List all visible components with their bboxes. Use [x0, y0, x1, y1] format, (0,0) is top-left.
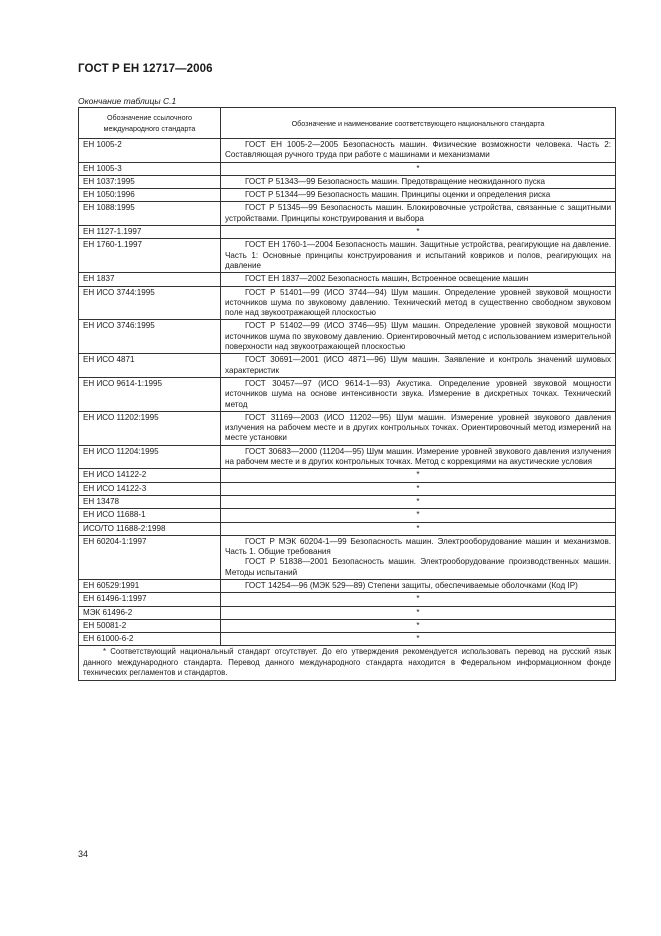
table-row	[79, 226, 616, 239]
standards-table	[78, 107, 616, 681]
ref-standard-cell: ЕН ИСО 9614-1:1995	[79, 377, 221, 411]
ref-standard-cell: ЕН ИСО 11202:1995	[79, 411, 221, 445]
national-standard-text: ГОСТ 14254—96 (МЭК 529—89) Степени защиты, обеспечиваемые оболочками (Код IP)	[245, 580, 578, 590]
table-row	[79, 495, 616, 508]
national-standard-cell	[221, 189, 616, 202]
ref-standard-cell: ЕН 50081-2	[79, 619, 221, 632]
national-standard-cell	[221, 226, 616, 239]
table-row	[79, 633, 616, 646]
national-standard-text: ГОСТ Р МЭК 60204-1—99 Безопасность машин. Электрооборудование машин и механизмов. Часть 1. Общие требования	[225, 536, 611, 557]
national-standard-cell	[221, 239, 616, 273]
national-standard-cell	[221, 535, 616, 579]
table-row	[79, 320, 616, 354]
ref-standard-cell: ЕН 1837	[79, 273, 221, 286]
ref-standard-cell: ИСО/ТО 11688-2:1998	[79, 522, 221, 535]
national-standard-cell	[221, 162, 616, 175]
national-standard-cell	[221, 202, 616, 226]
ref-standard-cell: ЕН ИСО 14122-3	[79, 482, 221, 495]
national-standard-text: ГОСТ Р 51344—99 Безопасность машин. Принципы оценки и определения риска	[245, 190, 551, 200]
national-standard-text: ГОСТ ЕН 1005-2—2005 Безопасность машин. Физические возможности человека. Часть 2: Составляющая ручного труда при работе с машинами и механизмами	[225, 140, 611, 160]
ref-standard-cell: ЕН ИСО 14122-2	[79, 469, 221, 482]
national-standard-cell	[221, 139, 616, 163]
ref-standard-cell: ЕН 60529:1991	[79, 579, 221, 592]
ref-standard-cell: ЕН 1760-1.1997	[79, 239, 221, 273]
national-standard-text: ГОСТ 30691—2001 (ИСО 4871—96) Шум машин. Заявление и контроль значений шумовых характеристик	[225, 355, 611, 375]
national-standard-text: *	[416, 523, 420, 533]
table-row	[79, 509, 616, 522]
ref-standard-cell: ЕН ИСО 4871	[79, 354, 221, 378]
national-standard-text: ГОСТ Р 51343—99 Безопасность машин. Предотвращение неожиданного пуска	[245, 176, 546, 186]
table-row	[79, 469, 616, 482]
table-row	[79, 377, 616, 411]
national-standard-text: ГОСТ 30457—97 (ИСО 9614-1—93) Акустика. Определение уровней звуковой мощности источников шума на основе интенсивности звука. Измерение в дискретных точках. Технический метод	[225, 378, 611, 409]
ref-standard-cell: МЭК 61496-2	[79, 606, 221, 619]
national-standard-text: ГОСТ Р 51345—99 Безопасность машин. Блокировочные устройства, связанные с защитными устройствами. Принципы конструирования и выбора	[225, 203, 611, 223]
ref-standard-cell: ЕН ИСО 11204:1995	[79, 445, 221, 469]
national-standard-text: ГОСТ ЕН 1760-1—2004 Безопасность машин. Защитные устройства, реагирующие на давление. Часть 1: Основные принципы конструирования и испытаний ковриков и полов, реагирующих на давление	[225, 240, 611, 270]
table-row	[79, 273, 616, 286]
ref-standard-cell: ЕН 61000-6-2	[79, 633, 221, 646]
national-standard-text: ГОСТ 30683—2000 (11204—95) Шум машин. Измерение уровней звукового давления излучения на рабочем месте и в других контрольных точках. Метод с коррекциями на акустические условия	[225, 446, 611, 467]
national-standard-text: ГОСТ 31169—2003 (ИСО 11202—95) Шум машин. Измерение уровней звукового давления излучения на рабочем месте и в других контрольных точках. Ориентировочный метод измерений на месте установки	[225, 412, 611, 443]
footnote-row	[79, 646, 616, 680]
ref-standard-cell: ЕН 60204-1:1997	[79, 535, 221, 579]
national-standard-text: *	[416, 470, 420, 480]
national-standard-cell	[221, 411, 616, 445]
national-standard-text: *	[416, 227, 420, 237]
national-standard-cell	[221, 606, 616, 619]
header-ref-standard: Обозначение ссылочного международного стандарта	[79, 108, 221, 139]
national-standard-text: ГОСТ Р 51401—99 (ИСО 3744—94) Шум машин. Определение уровней звуковой мощности источников шума по звуковому давлению. Технический метод в существенно свободном звуковом поле над звукоотражающей плоскостью	[225, 287, 611, 318]
national-standard-cell	[221, 469, 616, 482]
ref-standard-cell: ЕН 1127-1.1997	[79, 226, 221, 239]
national-standard-cell	[221, 593, 616, 606]
table-row	[79, 445, 616, 469]
ref-standard-cell: ЕН 1005-2	[79, 139, 221, 163]
table-row	[79, 175, 616, 188]
table-row	[79, 593, 616, 606]
national-standard-cell	[221, 354, 616, 378]
ref-standard-cell: ЕН ИСО 11688-1	[79, 509, 221, 522]
national-standard-text: ГОСТ ЕН 1837—2002 Безопасность машин, Встроенное освещение машин	[245, 274, 529, 284]
national-standard-cell	[221, 509, 616, 522]
footnote-text: * Соответствующий национальный стандарт отсутствует. До его утверждения рекомендуется использовать перевод на русский язык данного международного стандарта. Перевод данного международного стандарта находится в Федеральном информационном фонде технических регламентов и стандартов.	[83, 647, 611, 678]
ref-standard-cell: ЕН 13478	[79, 495, 221, 508]
table-row	[79, 411, 616, 445]
document-title: ГОСТ Р ЕН 12717—2006	[78, 63, 213, 75]
ref-standard-cell: ЕН 1037:1995	[79, 175, 221, 188]
table-row	[79, 606, 616, 619]
table-row	[79, 579, 616, 592]
national-standard-cell	[221, 445, 616, 469]
national-standard-text: *	[416, 607, 420, 617]
national-standard-text: *	[416, 163, 420, 173]
table-caption: Окончание таблицы С.1	[78, 96, 177, 106]
table-row	[79, 139, 616, 163]
national-standard-cell	[221, 273, 616, 286]
table-row	[79, 162, 616, 175]
national-standard-cell	[221, 619, 616, 632]
table-row	[79, 619, 616, 632]
national-standard-text: *	[416, 620, 420, 630]
national-standard-cell	[221, 495, 616, 508]
table-body	[79, 139, 616, 646]
national-standard-text: *	[416, 483, 420, 493]
header-national-standard: Обозначение и наименование соответствующего национального стандарта	[221, 108, 616, 139]
page-number: 34	[78, 849, 89, 859]
ref-standard-cell: ЕН 61496-1:1997	[79, 593, 221, 606]
table-row	[79, 202, 616, 226]
table-row	[79, 189, 616, 202]
national-standard-text: ГОСТ Р 51838—2001 Безопасность машин. Электрооборудование производственных машин. Методы испытаний	[225, 557, 611, 577]
national-standard-text: *	[416, 594, 420, 604]
national-standard-text: ГОСТ Р 51402—99 (ИСО 3746—95) Шум машин. Определение уровней звуковой мощности источников шума по звуковому давлению. Ориентировочный метод с использованием измерительной поверхности над звукоотражающей плоскостью	[225, 321, 611, 352]
table-row	[79, 239, 616, 273]
national-standard-cell	[221, 482, 616, 495]
table-row	[79, 535, 616, 579]
table-header-row	[79, 108, 616, 139]
ref-standard-cell: ЕН ИСО 3744:1995	[79, 286, 221, 320]
table-row	[79, 482, 616, 495]
table-row	[79, 354, 616, 378]
ref-standard-cell: ЕН ИСО 3746:1995	[79, 320, 221, 354]
national-standard-cell	[221, 633, 616, 646]
table-row	[79, 286, 616, 320]
table-row	[79, 522, 616, 535]
ref-standard-cell: ЕН 1088:1995	[79, 202, 221, 226]
national-standard-text: *	[416, 634, 420, 644]
national-standard-cell	[221, 320, 616, 354]
national-standard-text: *	[416, 510, 420, 520]
national-standard-text: *	[416, 496, 420, 506]
national-standard-cell	[221, 522, 616, 535]
national-standard-cell	[221, 377, 616, 411]
ref-standard-cell: ЕН 1050:1996	[79, 189, 221, 202]
table-footnote	[79, 646, 616, 680]
ref-standard-cell: ЕН 1005-3	[79, 162, 221, 175]
national-standard-cell	[221, 579, 616, 592]
national-standard-cell	[221, 175, 616, 188]
national-standard-cell	[221, 286, 616, 320]
